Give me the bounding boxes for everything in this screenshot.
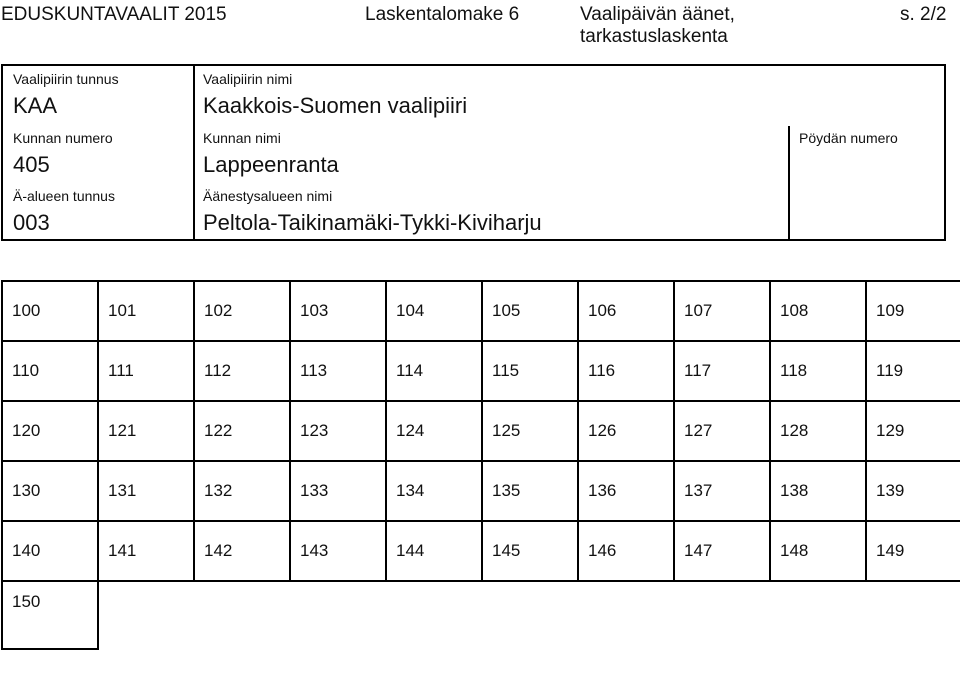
- district-code-label: Vaalipiirin tunnus: [13, 71, 119, 87]
- grid-empty-area: [98, 581, 960, 649]
- grid-cell: 143: [290, 521, 386, 581]
- grid-cell: 132: [194, 461, 290, 521]
- municipality-number: 405: [13, 152, 50, 177]
- grid-cell: 134: [386, 461, 482, 521]
- form-name: Laskentalomake 6: [365, 4, 520, 25]
- grid-cell: 147: [674, 521, 770, 581]
- grid-cell: 142: [194, 521, 290, 581]
- grid-row: [2, 461, 960, 521]
- grid-cell: 126: [578, 401, 674, 461]
- form-title-line2: tarkastuslaskenta: [580, 26, 728, 47]
- grid-cell: 102: [194, 281, 290, 341]
- grid-row: [2, 521, 960, 581]
- grid-cell: 138: [770, 461, 866, 521]
- grid-row: [2, 581, 960, 649]
- grid-cell: 114: [386, 341, 482, 401]
- grid-cell: 113: [290, 341, 386, 401]
- grid-cell: 110: [2, 341, 98, 401]
- form-title-line1: Vaalipäivän äänet,: [580, 4, 735, 25]
- grid-cell: 111: [98, 341, 194, 401]
- grid-cell: 109: [866, 281, 960, 341]
- grid-cell: 120: [2, 401, 98, 461]
- grid-cell: 136: [578, 461, 674, 521]
- grid-cell: 112: [194, 341, 290, 401]
- grid-cell: 103: [290, 281, 386, 341]
- grid-cell: 149: [866, 521, 960, 581]
- page-number: s. 2/2: [900, 4, 947, 25]
- municipality-name-label: Kunnan nimi: [203, 130, 281, 146]
- area-name-label: Äänestysalueen nimi: [203, 188, 333, 204]
- grid-cell: 144: [386, 521, 482, 581]
- municipality-name: Lappeenranta: [203, 152, 339, 177]
- grid-cell: 105: [482, 281, 578, 341]
- table-number-label: Pöydän numero: [799, 130, 898, 146]
- grid-cell: 128: [770, 401, 866, 461]
- info-divider-right: [788, 126, 790, 239]
- grid-cell: 124: [386, 401, 482, 461]
- grid-cell: 115: [482, 341, 578, 401]
- grid-cell: 130: [2, 461, 98, 521]
- grid-cell: 121: [98, 401, 194, 461]
- grid-cell: 129: [866, 401, 960, 461]
- area-code-label: Ä-alueen tunnus: [13, 188, 115, 204]
- grid-cell: 139: [866, 461, 960, 521]
- grid-cell: 108: [770, 281, 866, 341]
- info-box: [1, 64, 946, 241]
- grid-row: [2, 401, 960, 461]
- grid-cell: 107: [674, 281, 770, 341]
- grid-cell: 125: [482, 401, 578, 461]
- ballot-number-grid: [1, 280, 960, 650]
- grid-cell: 145: [482, 521, 578, 581]
- district-name-label: Vaalipiirin nimi: [203, 71, 293, 87]
- grid-cell: 150: [2, 581, 98, 649]
- grid-cell: 116: [578, 341, 674, 401]
- area-name: Peltola-Taikinamäki-Tykki-Kiviharju: [203, 210, 542, 235]
- grid-cell: 118: [770, 341, 866, 401]
- grid-cell: 101: [98, 281, 194, 341]
- grid-cell: 122: [194, 401, 290, 461]
- grid-cell: 133: [290, 461, 386, 521]
- grid-cell: 135: [482, 461, 578, 521]
- municipality-number-label: Kunnan numero: [13, 130, 113, 146]
- grid-row: [2, 341, 960, 401]
- district-code: KAA: [13, 93, 58, 118]
- grid-cell: 106: [578, 281, 674, 341]
- grid-cell: 140: [2, 521, 98, 581]
- grid-cell: 141: [98, 521, 194, 581]
- info-divider-left: [193, 66, 195, 239]
- grid-row: [2, 281, 960, 341]
- grid-cell: 100: [2, 281, 98, 341]
- grid-cell: 131: [98, 461, 194, 521]
- grid-cell: 104: [386, 281, 482, 341]
- district-name: Kaakkois-Suomen vaalipiiri: [203, 93, 468, 118]
- grid-cell: 123: [290, 401, 386, 461]
- grid-cell: 148: [770, 521, 866, 581]
- area-code: 003: [13, 210, 50, 235]
- election-title: EDUSKUNTAVAALIT 2015: [1, 4, 227, 25]
- grid-cell: 137: [674, 461, 770, 521]
- grid-cell: 146: [578, 521, 674, 581]
- grid-cell: 127: [674, 401, 770, 461]
- grid-cell: 119: [866, 341, 960, 401]
- grid-cell: 117: [674, 341, 770, 401]
